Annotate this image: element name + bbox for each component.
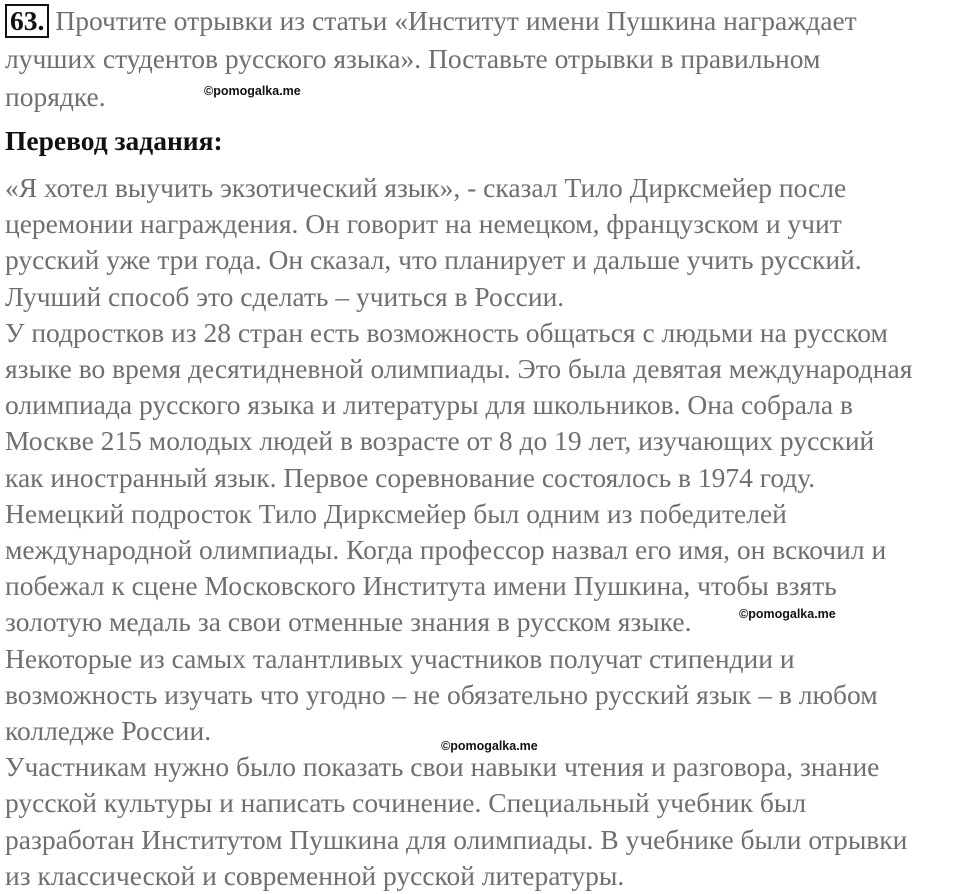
translation-heading: Перевод задания: [5, 125, 223, 156]
watermark: ©pomogalka.me [441, 739, 538, 753]
translation-body [5, 170, 960, 894]
watermark: ©pomogalka.me [739, 607, 836, 621]
task-line-1: Прочтите отрывки из статьи «Институт имени Пушкина награждает [55, 5, 857, 36]
task-line-3: порядке. [5, 81, 106, 112]
paragraph-line: Москве 215 молодых людей в возрасте от 8 до 19 лет, изучающих русский [5, 425, 875, 457]
paragraph-line: международной олимпиады. Когда профессор назвал его имя, он вскочил и [5, 534, 887, 566]
paragraph-line: русский уже три года. Он сказал, что планирует и дальше учить русский. [5, 244, 862, 276]
paragraph-line: возможность изучать что угодно – не обязательно русский язык – в любом [5, 678, 878, 710]
watermark: ©pomogalka.me [204, 84, 301, 98]
paragraph-line: Некоторые из самых талантливых участников получат стипендии и [5, 642, 795, 674]
paragraph-line: русской культуры и написать сочинение. Специальный учебник был [5, 787, 807, 819]
paragraph-line: из классической и современной русской литературы. [5, 859, 625, 891]
paragraph-line: золотую медаль за свои отменные знания в русском языке. [5, 606, 692, 638]
paragraph-line: как иностранный язык. Первое соревнование состоялось в 1974 году. [5, 461, 816, 493]
task-statement [5, 2, 955, 116]
paragraph-line: разработан Институтом Пушкина для олимпиады. В учебнике были отрывки [5, 823, 908, 855]
paragraph-line: церемонии награждения. Он говорит на немецком, французском и учит [5, 208, 842, 240]
paragraph-line: Лучший способ это сделать – учиться в России. [5, 280, 565, 312]
paragraph-line: побежал к сцене Московского Института имени Пушкина, чтобы взять [5, 570, 837, 602]
paragraph-line: языке во время десятидневной олимпиады. Это была девятая международная [5, 353, 913, 385]
paragraph-line: колледже России. [5, 715, 212, 747]
paragraph-line: Немецкий подросток Тило Дирксмейер был одним из победителей [5, 497, 787, 529]
task-line-2: лучших студентов русского языка». Поставьте отрывки в правильном [5, 43, 821, 74]
paragraph-line: «Я хотел выучить экзотический язык», - сказал Тило Дирксмейер после [5, 172, 847, 203]
task-number: 63. [5, 4, 49, 38]
paragraph-line: У подростков из 28 стран есть возможность общаться с людьми на русском [5, 316, 888, 348]
paragraph-line: Участникам нужно было показать свои навыки чтения и разговора, знание [5, 751, 880, 783]
paragraph-line: олимпиада русского языка и литературы для школьников. Она собрала в [5, 389, 853, 421]
